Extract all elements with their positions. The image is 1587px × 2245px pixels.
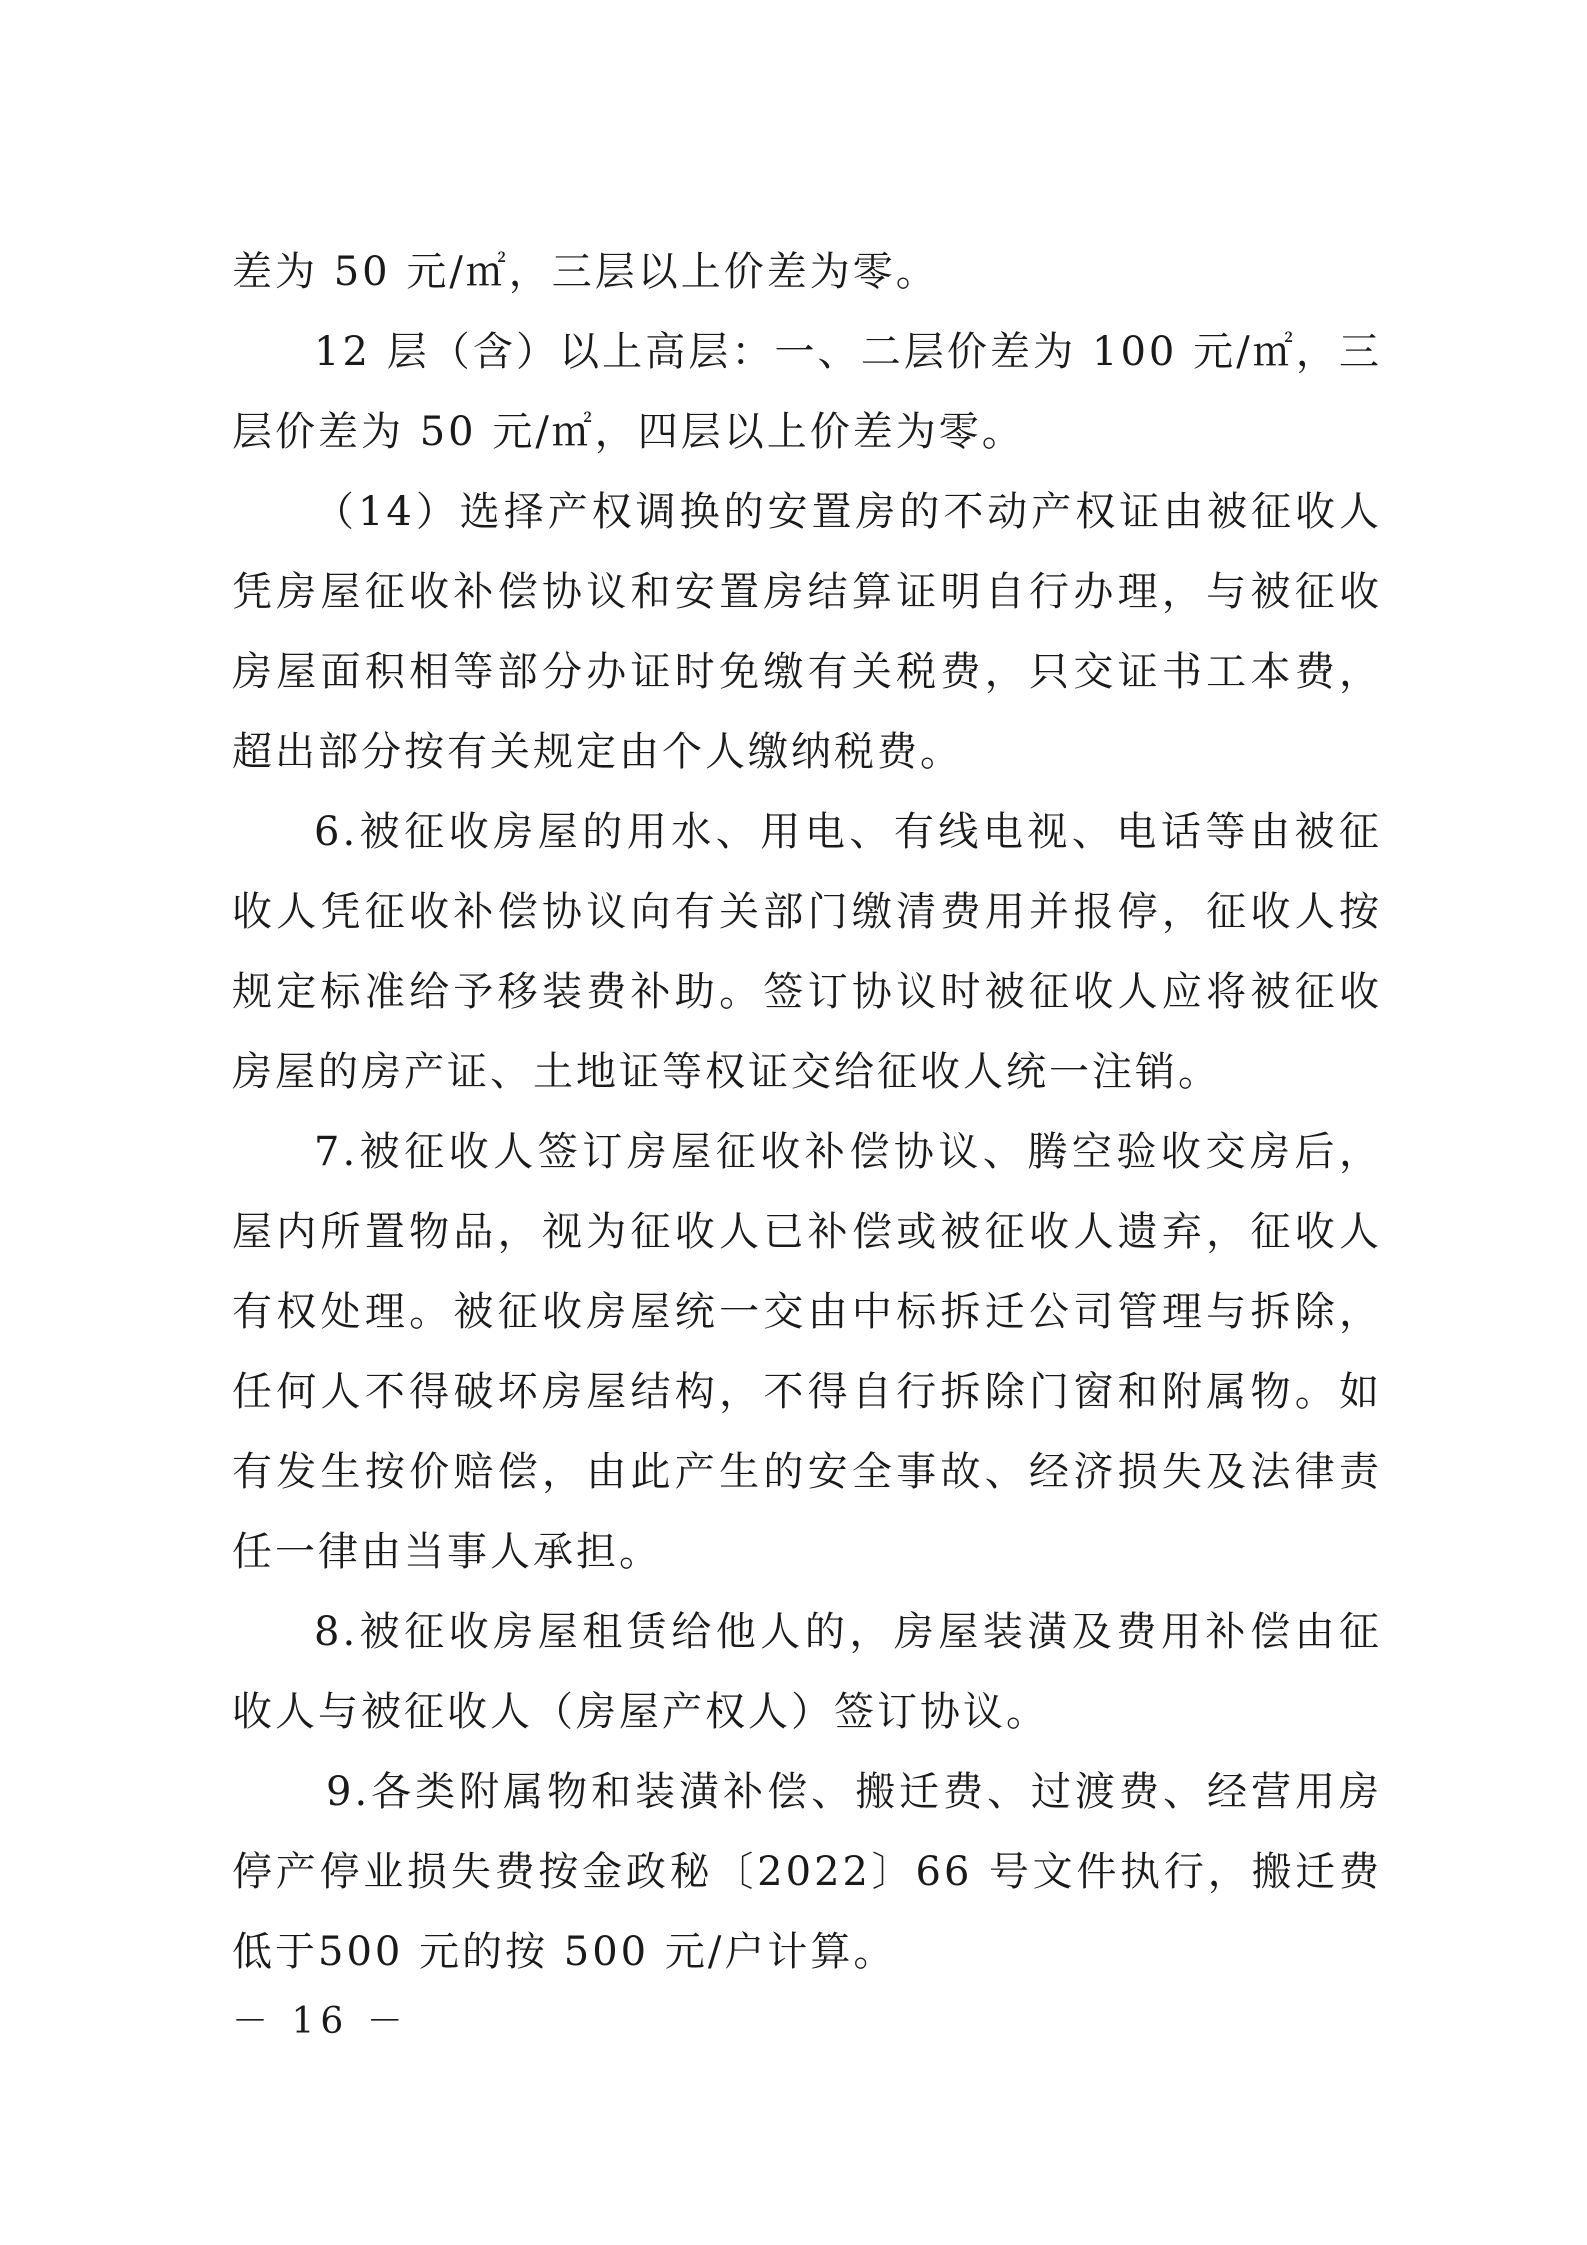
paragraph-item-6-utilities: 6.被征收房屋的用水、用电、有线电视、电话等由被征收人凭征收补偿协议向有关部门缴清费用并报停，征收人按规定标准给予移装费补助。签订协议时被征收人应将被征收房屋的房产证、土地证等权证交给征收人统一注销。	[232, 809, 1382, 1095]
paragraph-item-14-property-certificate: （14）选择产权调换的安置房的不动产权证由被征收人凭房屋征收补偿协议和安置房结算证明自行办理，与被征收房屋面积相等部分办证时免缴有关税费，只交证书工本费，超出部分按有关规定由个人缴纳税费。	[232, 489, 1382, 775]
paragraph-high-rise-price-difference: 12 层（含）以上高层：一、二层价差为 100 元/㎡，三层价差为 50 元/㎡，四层以上价差为零。	[232, 329, 1382, 455]
paragraph-item-7-vacated-items: 7.被征收人签订房屋征收补偿协议、腾空验收交房后，屋内所置物品，视为征收人已补偿或被征收人遗弃，征收人有权处理。被征收房屋统一交由中标拆迁公司管理与拆除，任何人不得破坏房屋结构，不得自行拆除门窗和附属物。如有发生按价赔偿，由此产生的安全事故、经济损失及法律责任一律由当事人承担。	[232, 1129, 1382, 1575]
page-number: － 16 －	[232, 2001, 409, 2042]
paragraph-continuation: 差为 50 元/㎡，三层以上价差为零。	[232, 249, 939, 295]
paragraph-item-9-compensation-fees: 9.各类附属物和装潢补偿、搬迁费、过渡费、经营用房停产停业损失费按金政秘〔2022〕66 号文件执行，搬迁费低于500 元的按 500 元/户计算。	[232, 1769, 1382, 1975]
body-text	[232, 232, 1382, 1992]
paragraph-item-8-leased-house: 8.被征收房屋租赁给他人的，房屋装潢及费用补偿由征收人与被征收人（房屋产权人）签订协议。	[232, 1609, 1382, 1735]
